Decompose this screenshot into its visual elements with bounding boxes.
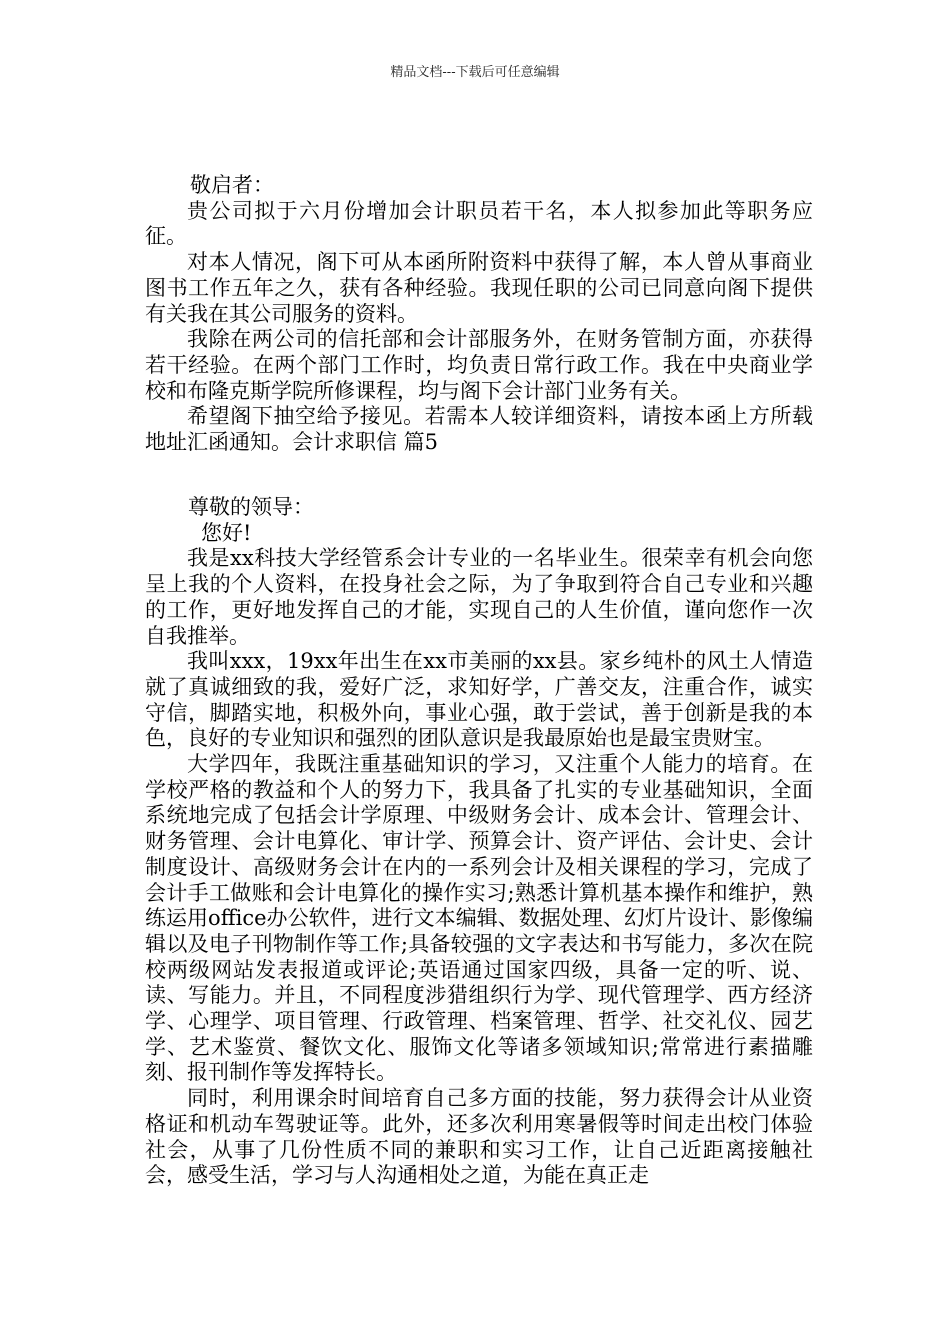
letter-1-salutation: 敬启者： (190, 173, 274, 197)
letter-1-paragraph: 对本人情况，阁下可从本函所附资料中获得了解，本人曾从事商业图书工作五年之久，获有各种经验。我现任职的公司已同意向阁下提供有关我在其公司服务的资料。 (145, 250, 813, 326)
letter-2-paragraph: 我叫xxx，19xx年出生在xx市美丽的xx县。家乡纯朴的风土人情造就了真诚细致的我，爱好广泛，求知好学，广善交友，注重合作，诚实守信，脚踏实地，积极外向，事业心强，敢于尝试，善于创新是我的本色，良好的专业知识和强烈的团队意识是我最原始也是最宝贵财宝。 (145, 649, 813, 751)
letter-1-paragraph: 我除在两公司的信托部和会计部服务外，在财务管制方面，亦获得若干经验。在两个部门工作时，均负责日常行政工作。我在中央商业学校和布隆克斯学院所修课程，均与阁下会计部门业务有关。 (145, 327, 813, 403)
letter-2-paragraph: 我是xx科技大学经管系会计专业的一名毕业生。很荣幸有机会向您呈上我的个人资料，在投身社会之际，为了争取到符合自己专业和兴趣的工作，更好地发挥自己的才能，实现自己的人生价值，谨向您作一次自我推举。 (145, 546, 813, 648)
letter-2-paragraph: 大学四年，我既注重基础知识的学习，又注重个人能力的培育。在学校严格的教益和个人的努力下，我具备了扎实的专业基础知识，全面系统地完成了包括会计学原理、中级财务会计、成本会计、管理会计、财务管理、会计电算化、审计学、预算会计、资产评估、会计史、会计制度设计、高级财务会计在内的一系列会计及相关课程的学习，完成了会计手工做账和会计电算化的操作实习;熟悉计算机基本操作和维护，熟练运用office办公软件，进行文本编辑、数据处理、幻灯片设计、影像编辑以及电子刊物制作等工作;具备较强的文字表达和书写能力，多次在院校两级网站发表报道或评论;英语通过国家四级，具备一定的听、说、读、写能力。并且，不同程度涉猎组织行为学、现代管理学、西方经济学、心理学、项目管理、行政管理、档案管理、哲学、社交礼仪、园艺学、艺术鉴赏、餐饮文化、服饰文化等诸多领域知识;常常进行素描雕刻、报刊制作等发挥特长。 (145, 752, 813, 1085)
letter-2-paragraph: 同时，利用课余时间培育自己多方面的技能，努力获得会计从业资格证和机动车驾驶证等。此外，还多次利用寒暑假等时间走出校门体验社会，从事了几份性质不同的兼职和实习工作，让自己近距离接触社会，感受生活，学习与人沟通相处之道，为能在真正走 (145, 1086, 813, 1188)
letter-2-greeting: 您好! (201, 520, 252, 545)
letter-1-paragraph: 希望阁下抽空给予接见。若需本人较详细资料，请按本函上方所载地址汇函通知。会计求职信 篇5 (145, 404, 813, 455)
page-header: 精品文档---下载后可任意编辑 (390, 65, 560, 80)
letter-1-paragraph: 贵公司拟于六月份增加会计职员若干名，本人拟参加此等职务应征。 (145, 198, 813, 249)
letter-2-salutation: 尊敬的领导： (188, 495, 314, 519)
letter-1 (145, 173, 813, 456)
letter-2 (145, 495, 813, 1189)
